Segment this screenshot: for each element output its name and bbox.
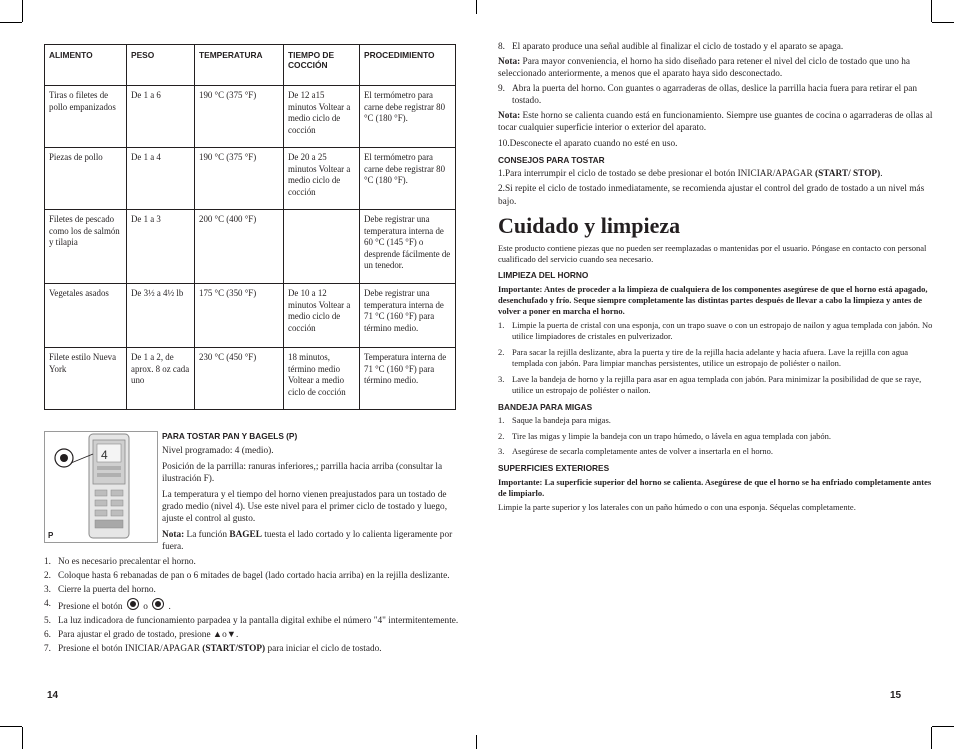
step-number: 2.	[498, 184, 505, 195]
step-text: Si repite el ciclo de tostado inmediatamente, se recomienda ajustar el control del grado de tostado a un nivel más bajo.	[498, 184, 925, 207]
step-number: 1.	[498, 169, 505, 180]
step-text: El aparato produce una señal audible al finalizar el ciclo de tostado y el aparato se apaga.	[512, 42, 844, 52]
list-item-text: Lave la bandeja de horno y la rejilla para asar en agua templada con jabón. Para minimizar la posibilidad de que se raye, utilice un estropajo de poliéster o nailon.	[512, 373, 922, 396]
list-item	[498, 138, 934, 150]
list-item	[498, 183, 934, 207]
step-text: Cierre la puerta del horno.	[58, 585, 156, 596]
right-page	[477, 0, 954, 749]
step-text: La luz indicadora de funcionamiento parpadea y la pantalla digital exhibe el número "4" intermitentemente.	[58, 616, 459, 627]
table-cell: Tiras o filetes de pollo empanizados	[45, 86, 127, 148]
control-panel-illustration	[44, 431, 158, 543]
table-cell: De 3½ a 4½ lb	[127, 284, 195, 348]
table-cell: 175 °C (350 °F)	[195, 284, 284, 348]
note-label: Nota:	[498, 111, 521, 122]
step-number: 8.	[498, 42, 505, 52]
table-row	[45, 148, 456, 210]
note-bold: BAGEL	[229, 530, 262, 541]
table-cell: Filetes de pescado como los de salmón y tilapia	[45, 210, 127, 284]
step-number: 4.	[44, 599, 51, 610]
step-number: 1.	[44, 557, 51, 567]
table-cell: Vegetales asados	[45, 284, 127, 348]
list-item: 1. Saque la bandeja para migas.	[498, 415, 611, 426]
bagel-rack-position: Posición de la parrilla: ranuras inferiores,; parrilla hacia arriba (consultar la ilustración F).	[162, 461, 443, 484]
bagel-button-icon	[152, 598, 164, 610]
table-cell: De 1 a 3	[127, 210, 195, 284]
step-text-end: para iniciar el ciclo de tostado.	[265, 644, 382, 655]
list-item	[44, 629, 464, 641]
list-item	[44, 643, 464, 655]
right-page-content	[498, 41, 934, 516]
table-row	[45, 284, 456, 348]
exterior-title: SUPERFICIES EXTERIORES	[498, 462, 610, 473]
list-item	[44, 598, 464, 613]
list-item: 2. Tire las migas y limpie la bandeja con un trapo húmedo, o lávela en agua templada con jabón.	[498, 430, 832, 441]
tips-title: CONSEJOS PARA TOSTAR	[498, 154, 605, 165]
step-text: Presione el botón INICIAR/APAGAR	[58, 644, 203, 655]
step-text: Coloque hasta 6 rebanadas de pan o 6 mitades de bagel (lado cortado hacia arriba) en la rejilla deslizante.	[58, 571, 450, 582]
step-text: Desconecte el aparato cuando no esté en uso.	[509, 138, 678, 149]
list-item: 3. Lave la bandeja de horno y la rejilla para asar en agua templada con jabón. Para minimizar la posibilidad de que se raye, utilice un estropajo de poliéster o nailon.	[498, 373, 922, 396]
step-text: No es necesario precalentar el horno.	[58, 557, 196, 567]
cooking-table	[44, 44, 456, 410]
table-cell: 230 °C (450 °F)	[195, 348, 284, 410]
page-number-right: 15	[890, 690, 902, 701]
col-header-weight: PESO	[127, 45, 195, 86]
table-cell: De 1 a 2, de aprox. 8 oz cada uno	[127, 348, 195, 410]
table-cell: 190 °C (375 °F)	[195, 86, 284, 148]
note-label: Nota:	[498, 57, 521, 68]
table-cell: Filete estilo Nueva York	[45, 348, 127, 410]
step-text-bold: (START/STOP)	[202, 644, 266, 655]
crumb-tray-title: BANDEJA PARA MIGAS	[498, 401, 593, 412]
step-text-end: .	[880, 169, 883, 180]
note-paragraph	[498, 56, 934, 80]
table-cell: Debe registrar una temperatura interna de 60 °C (145 °F) o desprende fácilmente de un tenedor.	[360, 210, 456, 284]
step-text-or: o	[143, 602, 148, 613]
list-item-text: Para sacar la rejilla deslizante, abra la puerta y tire de la rejilla hacia adelante y hacia afuera. Lave la rejilla con agua templada con jabón. Para limpiar manchas persistentes, utilice un estropajo de poliéster o nailon.	[512, 346, 908, 369]
col-header-cook-time: TIEMPO DE COCCIÓN	[284, 45, 360, 86]
table-cell: Piezas de pollo	[45, 148, 127, 210]
step-text-bold: (START/ STOP)	[815, 169, 881, 180]
table-cell: Debe registrar una temperatura interna de 71 °C (160 °F) para término medio.	[360, 284, 456, 348]
table-cell: El termómetro para carne debe registrar 80 °C (180 °F).	[360, 86, 456, 148]
toast-button-icon	[127, 598, 139, 610]
table-cell: 200 °C (400 °F)	[195, 210, 284, 284]
step-text-end: .	[168, 602, 171, 613]
list-item	[44, 556, 464, 568]
table-header-row	[45, 45, 456, 86]
bagel-preset: La temperatura y el tiempo del horno vienen preajustados para un tostado de grado medio (nivel 4). Use este nivel para el primer ciclo de tostado y luego, ajuste el control al gusto.	[162, 490, 448, 525]
list-item-text: Tire las migas y limpie la bandeja con un trapo húmedo, o lávela en agua templada con jabón.	[512, 430, 832, 441]
step-text: Presione el botón	[58, 602, 123, 613]
care-intro: Este producto contiene piezas que no pueden ser reemplazadas o mantenidas por el usuario. Póngase en contacto con personal cualificado del servicio cuando sea necesario.	[498, 242, 927, 264]
exterior-text: Limpie la parte superior y los laterales con un paño húmedo o con una esponja. Séquelas completamente.	[498, 501, 856, 512]
table-cell: De 12 a15 minutos Voltear a medio ciclo de cocción	[284, 86, 360, 148]
list-item-text: Limpie la puerta de cristal con una esponja, con un trapo suave o con un estropajo de nailon y agua templada con jabón. No utilice limpiadores de cristales en pulverizador.	[512, 319, 933, 342]
table-cell: De 1 a 6	[127, 86, 195, 148]
exterior-note: Importante: La superficie superior del horno se calienta. Asegúrese de que el horno se ha enfriado completamente antes de limpiarlo.	[498, 476, 932, 498]
table-cell: 190 °C (375 °F)	[195, 148, 284, 210]
table-row	[45, 348, 456, 410]
control-panel-drawing	[45, 432, 157, 542]
care-title: Cuidado y limpieza	[498, 212, 681, 238]
cleaning-note: Importante: Antes de proceder a la limpieza de cualquiera de los componentes asegúrese de que el horno está apagado, desenchufado y frío. Seque siempre completamente las distintas partes después de llevar a cabo la limpieza y antes de volver a poner en marcha el horno.	[498, 283, 928, 316]
display-digit: 4	[101, 448, 108, 462]
step-number: 9.	[498, 84, 505, 95]
table-row	[45, 210, 456, 284]
note-text: La función	[184, 530, 230, 541]
step-number: 3.	[44, 585, 51, 596]
table-cell: Temperatura interna de 71 °C (160 °F) para término medio.	[360, 348, 456, 410]
table-cell	[284, 210, 360, 284]
bagel-section	[162, 431, 459, 557]
note-label: Nota:	[162, 530, 185, 541]
step-text: Para interrumpir el ciclo de tostado se debe presionar el botón INICIAR/APAGAR	[504, 169, 815, 180]
bagel-note	[162, 529, 459, 553]
note-text-end: tuesta el lado cortado y lo calienta ligeramente por fuera.	[162, 530, 453, 553]
bagel-level: Nivel programado: 4 (medio).	[162, 445, 274, 456]
step-text: Para ajustar el grado de tostado, presione ▲o▼.	[58, 630, 239, 641]
table-cell: De 20 a 25 minutos Voltear a medio ciclo de cocción	[284, 148, 360, 210]
note-text: Este horno se calienta cuando está en funcionamiento. Siempre use guantes de cocina o agarraderas de ollas al tocar cualquier superficie interior o exterior del aparato.	[498, 111, 933, 134]
list-item-text: Saque la bandeja para migas.	[512, 415, 611, 426]
list-item: 1. Limpie la puerta de cristal con una esponja, con un trapo suave o con un estropajo de nailon y agua templada con jabón. No utilice limpiadores de cristales en pulverizador.	[498, 319, 933, 342]
table-cell: El termómetro para carne debe registrar 80 °C (180 °F).	[360, 148, 456, 210]
bagel-section-title: PARA TOSTAR PAN Y BAGELS (P)	[162, 431, 298, 441]
table-cell: De 1 a 4	[127, 148, 195, 210]
table-cell: 18 minutos, término medio Voltear a medio ciclo de cocción	[284, 348, 360, 410]
list-item: 2. Para sacar la rejilla deslizante, abra la puerta y tire de la rejilla hacia adelante y hacia afuera. Lave la rejilla con agua templada con jabón. Para limpiar manchas persistentes, utilice un estropajo de poliéster o nailon.	[498, 346, 908, 369]
table-row	[45, 86, 456, 148]
toast-steps-list	[44, 556, 464, 658]
illustration-label: P	[48, 531, 54, 540]
step-number: 7.	[44, 644, 51, 655]
list-item	[44, 584, 464, 596]
list-item	[498, 41, 934, 53]
note-text: Para mayor conveniencia, el horno ha sido diseñado para retener el nivel del ciclo de tostado que uno ha seleccionado anteriormente, a menos que el aparato haya sido desconectado.	[498, 57, 911, 80]
list-item-text: Asegúrese de secarla completamente antes de volver a insertarla en el horno.	[512, 446, 774, 457]
cleaning-title: LIMPIEZA DEL HORNO	[498, 269, 589, 280]
step-number: 2.	[44, 571, 51, 582]
note-paragraph	[498, 110, 934, 134]
step-number: 5.	[44, 616, 51, 627]
list-item	[498, 168, 934, 180]
list-item: 3. Asegúrese de secarla completamente antes de volver a insertarla en el horno.	[498, 446, 774, 457]
list-item	[498, 83, 934, 107]
table-cell: De 10 a 12 minutos Voltear a medio ciclo de cocción	[284, 284, 360, 348]
col-header-food: ALIMENTO	[45, 45, 127, 86]
list-item	[44, 615, 464, 627]
page-number-left: 14	[47, 690, 59, 701]
step-number: 10.	[498, 138, 510, 149]
col-header-procedure: PROCEDIMIENTO	[360, 45, 456, 86]
list-item	[44, 570, 464, 582]
col-header-temperature: TEMPERATURA	[195, 45, 284, 86]
step-text: Abra la puerta del horno. Con guantes o agarraderas de ollas, deslice la parrilla hacia fuera para retirar el pan tostado.	[512, 84, 917, 107]
step-number: 6.	[44, 630, 51, 641]
